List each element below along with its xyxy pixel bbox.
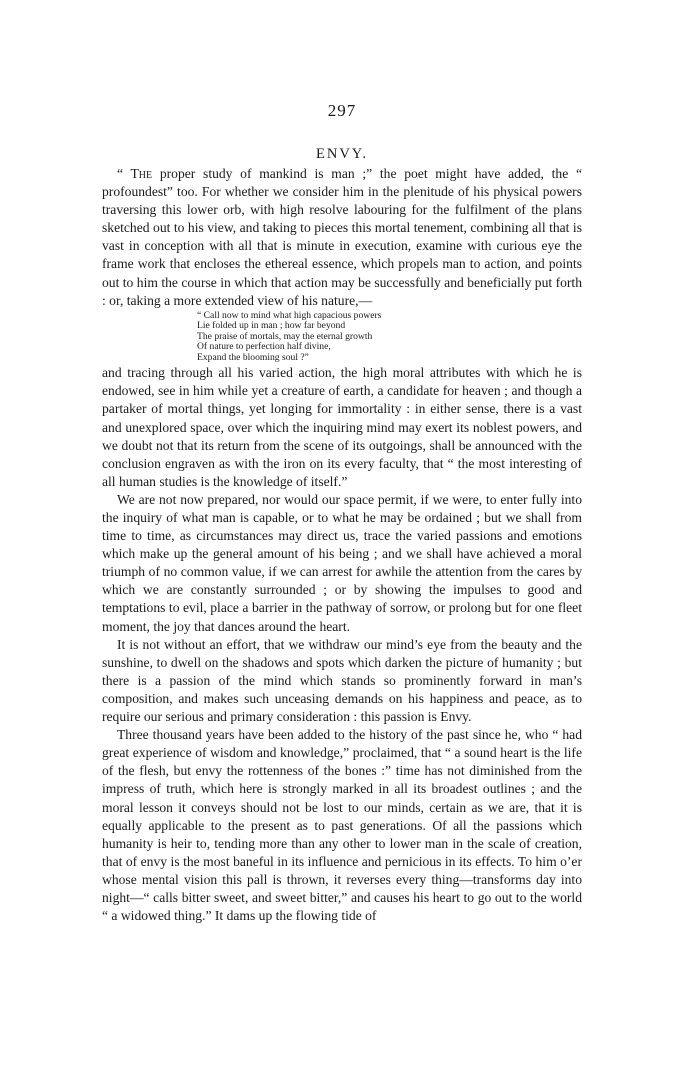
paragraph-4: Three thousand years have been added to the history of the past since he, who “ had great experience of wisdom and knowledge,” proclaimed, that “ a sound heart is the life of the flesh, but envy the rottenness of the bones :” time has not diminished from the impress of truth, which here is strongly marked in all its broadest outlines ; and the moral lesson it conveys should not be lost to our minds, certain as we are, that it is equally applicable to the present as to past generations. Of all the passions which humanity is heir to, tending more than any other to lower man in the scale of creation, that of envy is the most baneful in its influence and pernicious in its effects. To him o’er whose mental vision this pall is thrown, it reverses every thing—transforms day into night—“ calls bitter sweet, and sweet bitter,” and causes his heart to go out to the world “ a widowed thing.” It dams up the flowing tide of	[102, 727, 582, 924]
verse-line: Of nature to perfection half divine,	[197, 341, 331, 353]
paragraph-1-text: proper study of mankind is man ;” the poet might have added, the “ profoundest” too. For whether we consider him in the plenitude of his physical powers traversing this lower orb, with high resolve labouring for the fulfilment of the plans sketched out to his view, and taking to pieces this mortal tenement, combining all that is vast in conception with all that is minute in execution, examine with curious eye the frame work that encloses the ethereal essence, which propels man to action, and points out to him the course in which that action may be successfully and beneficially put forth : or, taking a more extended view of his nature,—	[102, 166, 582, 308]
verse-line: Expand the blooming soul ?”	[197, 351, 309, 363]
page-number: 297	[327, 101, 357, 120]
verse-quotation	[197, 311, 582, 364]
article-body	[102, 165, 582, 925]
paragraph-1	[102, 165, 582, 310]
verse-line: Lie folded up in man ; how far beyond	[197, 320, 346, 332]
paragraph-continuation: and tracing through all his varied action, the high moral attributes with which he is endowed, see in him while yet a creature of earth, a candidate for heaven ; and though a partaker of mortal things, yet longing for immortality : in either sense, there is a vast and unexplored space, over which the inquiring mind may exert its noblest powers, and we doubt not that its return from the scene of its outgoings, shall be announced with the conclusion engraven as with the iron on its every faculty, that “ the most interesting of all human studies is the knowledge of itself.”	[102, 365, 582, 489]
paragraph-3: It is not without an effort, that we withdraw our mind’s eye from the beauty and the sunshine, to dwell on the shadows and spots which darken the picture of humanity ; but there is a passion of the mind which stands so prominently forward in man’s composition, and makes such unceasing demands on his happiness and peace, as to require our serious and primary consideration : this passion is Envy.	[102, 636, 582, 725]
verse-line: “ Call now to mind what high capacious powers	[197, 309, 382, 321]
verse-line: The praise of mortals, may the eternal growth	[197, 330, 373, 342]
chapter-title: ENVY.	[315, 146, 369, 162]
opening-words: “ The	[117, 166, 153, 181]
paragraph-2: We are not now prepared, nor would our space permit, if we were, to enter fully into the inquiry of what man is capable, or to what he may be ordained ; but we shall from time to time, as circumstances may direct us, trace the varied passions and emotions which make up the general amount of his being ; and we shall have achieved a moral triumph of no common value, if we can arrest for awhile the attention from the cares by which we are constantly surrounded ; or by showing the impulses to good and temptations to evil, place a barrier in the pathway of sorrow, or prolong but for one fleet moment, the joy that dances around the heart.	[102, 491, 582, 634]
